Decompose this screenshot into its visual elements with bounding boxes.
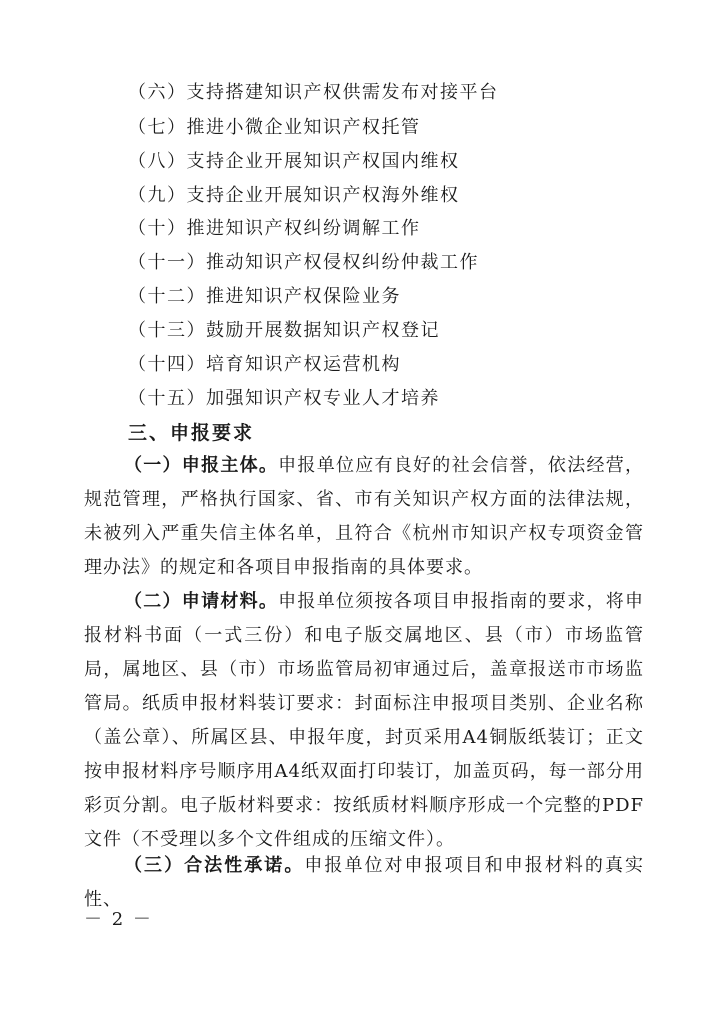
page-number: － 2 － — [84, 909, 153, 930]
list-item: （十三）鼓励开展数据知识产权登记 — [128, 320, 440, 341]
paragraph-materials — [84, 585, 644, 857]
paragraph-lead: （一）申报主体。 — [124, 455, 279, 476]
list-item: （十四）培育知识产权运营机构 — [128, 354, 401, 375]
list-item: （六）支持搭建知识产权供需发布对接平台 — [128, 82, 499, 103]
paragraph-applicant — [84, 449, 644, 585]
list-item: （八）支持企业开展知识产权国内维权 — [128, 151, 460, 172]
list-item: （十五）加强知识产权专业人才培养 — [128, 388, 440, 409]
paragraph-text: 申报单位对申报项目和申报材料的真实性、 — [84, 855, 644, 910]
list-item: （十）推进知识产权纠纷调解工作 — [128, 218, 421, 239]
paragraph-text: 申报单位应有良好的社会信誉，依法经营，规范管理，严格执行国家、省、市有关知识产权方面的法律法规，未被列入严重失信主体名单，且符合《杭州市知识产权专项资金管理办法》的规定和各项目申报指南的具体要求。 — [84, 455, 645, 578]
paragraph-lead: （三）合法性承诺。 — [124, 855, 305, 876]
list-item: （七）推进小微企业知识产权托管 — [128, 117, 421, 138]
list-item: （十二）推进知识产权保险业务 — [128, 286, 401, 307]
list-item: （九）支持企业开展知识产权海外维权 — [128, 185, 460, 206]
paragraph-commitment — [84, 849, 644, 917]
list-item: （十一）推动知识产权侵权纠纷仲裁工作 — [128, 252, 479, 273]
paragraph-lead: （二）申请材料。 — [124, 591, 279, 612]
paragraph-text: 申报单位须按各项目申报指南的要求，将申报材料书面（一式三份）和电子版交属地区、县（市）市场监管局，属地区、县（市）市场监管局初审通过后，盖章报送市市场监管局。纸质申报材料装订要求：封面标注申报项目类别、企业名称（盖公章）、所属区县、申报年度，封页采用A4铜版纸装订；正文按申报材料序号顺序用A4纸双面打印装订，加盖页码，每一部分用彩页分割。电子版材料要求：按纸质材料顺序形成一个完整的PDF文件（不受理以多个文件组成的压缩文件）。 — [84, 591, 645, 850]
section-heading: 三、申报要求 — [128, 422, 255, 444]
